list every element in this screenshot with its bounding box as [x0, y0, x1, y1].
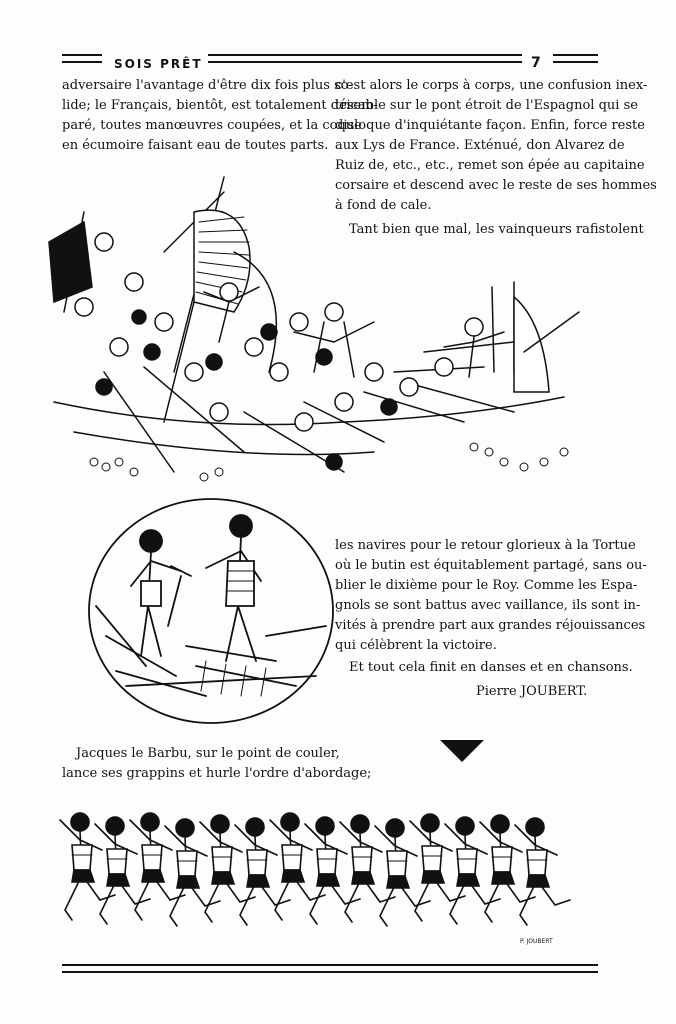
author-signature	[476, 684, 587, 699]
text-line: les navires pour le retour glorieux à la Tortue	[335, 538, 636, 553]
text-line: Ruiz de, etc., etc., remet son épée au capitaine	[335, 158, 645, 173]
text-line: Jacques le Barbu, sur le point de couler,	[76, 746, 340, 761]
paragraph-top-left	[62, 76, 378, 156]
footer-rule-top	[62, 964, 598, 966]
text-line: qui célèbrent la victoire.	[335, 638, 497, 653]
header-rule-mid-bottom	[208, 61, 522, 63]
text-line: où le butin est équitablement partagé, sans ou-	[335, 558, 647, 573]
author-first-name: Pierre	[476, 684, 517, 699]
text-line: Tant bien que mal, les vainqueurs rafistolent	[349, 222, 644, 237]
illustrator-signature: P. JOUBERT	[520, 938, 553, 945]
text-line: disloque d'inquiétante façon. Enfin, force reste	[335, 118, 645, 133]
text-line: Et tout cela finit en danses et en chansons.	[349, 660, 633, 675]
text-line: c'est alors le corps à corps, une confusion inex-	[335, 78, 648, 93]
running-title: SOIS PRÊT	[114, 57, 203, 71]
footer-rule-bottom	[62, 971, 598, 973]
dancing-frieze-illustration	[60, 800, 580, 950]
header-rule-right-top	[553, 54, 598, 56]
text-line: gnols se sont battus avec vaillance, ils sont in-	[335, 598, 641, 613]
surrender-vignette-illustration	[86, 496, 336, 726]
triangle-ornament	[440, 740, 484, 762]
paragraph-mid-right	[335, 536, 647, 678]
text-line: adversaire l'avantage d'être dix fois plus so-	[62, 78, 353, 93]
page-number: 7	[531, 55, 541, 71]
text-line: vités à prendre part aux grandes réjouissances	[335, 618, 646, 633]
author-last-name: JOUBERT.	[520, 684, 588, 699]
header-rule-mid-top	[208, 54, 522, 56]
header-rule-left-top	[62, 54, 102, 56]
text-line: aux Lys de France. Exténué, don Alvarez de	[335, 138, 625, 153]
text-line: à fond de cale.	[335, 198, 432, 213]
header-rule-right-bottom	[553, 61, 598, 63]
text-line: blier le dixième pour le Roy. Comme les Espa-	[335, 578, 638, 593]
text-line: lance ses grappins et hurle l'ordre d'abordage;	[62, 766, 372, 781]
text-line: corsaire et descend avec le reste de ses hommes	[335, 178, 657, 193]
header-rule-left-bottom	[62, 61, 102, 63]
boarding-battle-illustration	[44, 172, 584, 502]
text-line: en écumoire faisant eau de toutes parts.	[62, 138, 329, 153]
text-line: lide; le Français, bientôt, est totalement désem-	[62, 98, 378, 113]
text-line: tricable sur le pont étroit de l'Espagnol qui se	[335, 98, 638, 113]
text-line: paré, toutes manœuvres coupées, et la coque	[62, 118, 362, 133]
paragraph-bottom-left	[62, 744, 372, 784]
